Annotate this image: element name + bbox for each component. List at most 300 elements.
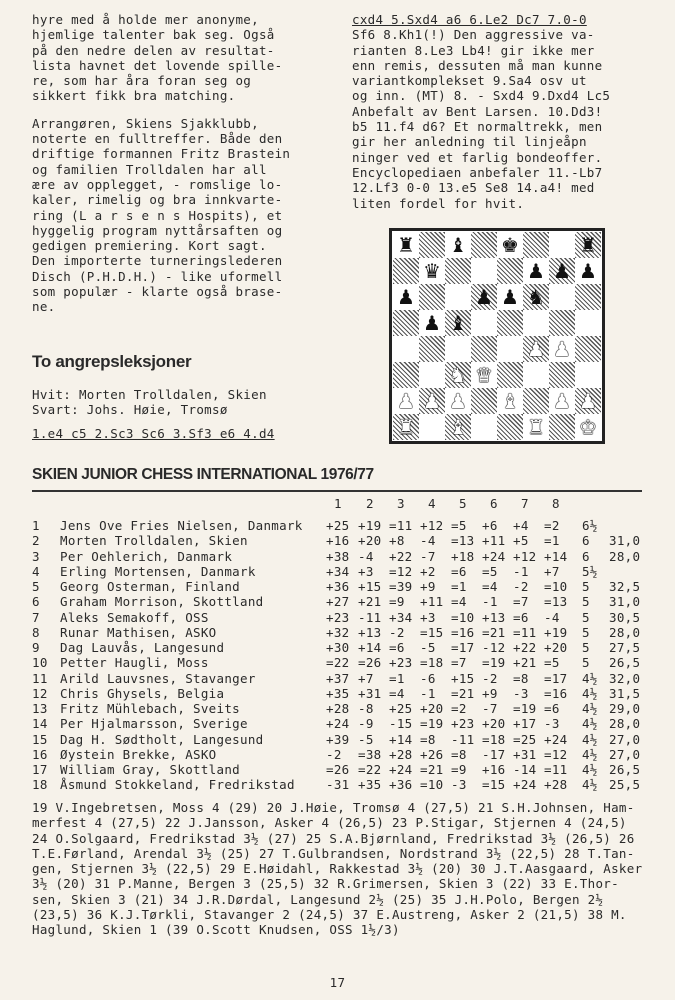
chess-diagram bbox=[389, 228, 605, 444]
article-line: sikkert fikk bra matching. bbox=[32, 88, 236, 104]
round-result-cell: +12 bbox=[513, 548, 537, 564]
article-line: re, som har åra foran seg og bbox=[32, 73, 252, 89]
round-result-cell: =4 bbox=[451, 594, 467, 610]
white-pawn-icon: ♟ bbox=[579, 389, 597, 413]
standings-line: 19 V.Ingebretsen, Moss 4 (29) 20 J.Høie, Tromsø 4 (27,5) 21 S.H.Johnsen, Ham- bbox=[32, 800, 635, 815]
board-square bbox=[419, 336, 445, 362]
article-line: hyre med å holde mer anonyme, bbox=[32, 12, 259, 27]
white-player: Hvit: Morten Trolldalen, Skien bbox=[32, 387, 267, 402]
points-cell: 5 bbox=[582, 609, 590, 625]
board-square bbox=[549, 310, 575, 336]
round-result-cell: -12 bbox=[482, 640, 506, 655]
standings-line: merfest 4 (27,5) 22 J.Jansson, Asker 4 (26,5) 23 P.Stigar, Stjernen 4 (24,5) bbox=[32, 815, 627, 831]
tiebreak-cell: 28,0 bbox=[609, 624, 641, 640]
round-result-cell: -3 bbox=[544, 716, 560, 732]
round-header: 3 bbox=[397, 496, 405, 511]
points-cell: 4½ bbox=[582, 670, 598, 686]
rank-cell: 10 bbox=[32, 655, 48, 671]
round-result-cell: +27 bbox=[326, 594, 350, 610]
opening-moves: 1.e4 c5 2.Sc3 Sc6 3.Sf3 e6 4.d4 bbox=[32, 426, 275, 441]
round-result-cell: +9 bbox=[482, 685, 498, 701]
points-cell: 5 bbox=[582, 655, 590, 671]
round-result-cell: =17 bbox=[451, 640, 475, 655]
round-result-cell: =25 bbox=[513, 731, 537, 747]
tiebreak-cell: 29,0 bbox=[609, 701, 641, 716]
round-result-cell: +32 bbox=[326, 624, 350, 640]
white-pawn-icon: ♟ bbox=[397, 389, 415, 413]
rank-cell: 15 bbox=[32, 731, 48, 747]
board-square bbox=[471, 310, 497, 336]
round-result-cell: -4 bbox=[420, 533, 436, 549]
round-result-cell: +3 bbox=[420, 609, 436, 625]
rank-cell: 8 bbox=[32, 624, 40, 640]
board-square bbox=[497, 310, 523, 336]
board-square bbox=[393, 362, 419, 388]
board-square bbox=[549, 362, 575, 388]
round-result-cell: =11 bbox=[389, 518, 413, 533]
round-result-cell: -2 bbox=[326, 746, 342, 762]
article-line: Den importerte turneringslederen bbox=[32, 253, 283, 269]
tournament-title: SKIEN JUNIOR CHESS INTERNATIONAL 1976/77 bbox=[32, 466, 374, 483]
round-result-cell: =16 bbox=[451, 624, 475, 640]
tiebreak-cell: 30,5 bbox=[609, 609, 641, 625]
round-result-cell: +24 bbox=[389, 762, 413, 777]
article-line: kaler, rimelig og bra innkvarte- bbox=[32, 192, 283, 208]
board-square bbox=[575, 336, 601, 362]
round-result-cell: +34 bbox=[326, 563, 350, 579]
player-name-cell: Dag H. Sødtholt, Langesund bbox=[60, 731, 264, 747]
round-result-cell: =10 bbox=[420, 777, 444, 793]
tiebreak-cell: 31,0 bbox=[609, 533, 641, 549]
tiebreak-cell: 26,5 bbox=[609, 762, 641, 777]
points-cell: 4½ bbox=[582, 685, 598, 701]
article-line: og familien Trolldalen har all bbox=[32, 161, 267, 177]
round-result-cell: =39 bbox=[389, 579, 413, 594]
rank-cell: 6 bbox=[32, 594, 40, 610]
round-result-cell: -2 bbox=[513, 579, 529, 594]
round-result-cell: =2 bbox=[544, 518, 560, 533]
board-square bbox=[471, 388, 497, 414]
round-result-cell: =21 bbox=[451, 685, 475, 701]
black-rook-icon: ♜ bbox=[579, 233, 597, 257]
rank-cell: 16 bbox=[32, 746, 48, 762]
annotation-line: enn remis, dessuten må man kunne bbox=[352, 57, 603, 73]
black-knight-icon: ♞ bbox=[527, 285, 545, 309]
round-result-cell: +14 bbox=[389, 731, 413, 747]
black-pawn-icon: ♟ bbox=[579, 259, 597, 283]
round-result-cell: =12 bbox=[389, 563, 413, 579]
round-header: 5 bbox=[459, 496, 467, 511]
article-line: driftige formannen Fritz Brastein bbox=[32, 146, 291, 162]
white-pawn-icon: ♟ bbox=[423, 389, 441, 413]
round-result-cell: +14 bbox=[544, 548, 568, 564]
round-result-cell: -11 bbox=[358, 609, 382, 625]
round-result-cell: -14 bbox=[513, 762, 537, 777]
round-result-cell: =7 bbox=[451, 655, 467, 671]
annotation-line: Anbefalt av Bent Larsen. 10.Dd3! bbox=[352, 103, 603, 119]
white-knight-icon: ♞ bbox=[449, 363, 467, 387]
round-result-cell: +24 bbox=[326, 716, 350, 732]
points-cell: 4½ bbox=[582, 731, 598, 747]
round-result-cell: =5 bbox=[482, 563, 498, 579]
round-result-cell: =17 bbox=[544, 670, 568, 686]
article-line: lista havnet det lovende spille- bbox=[32, 57, 283, 73]
round-result-cell: +35 bbox=[358, 777, 382, 793]
round-result-cell: -15 bbox=[389, 716, 413, 732]
player-name-cell: Per Hjalmarsson, Sverige bbox=[60, 716, 248, 732]
player-name-cell: Per Oehlerich, Danmark bbox=[60, 548, 233, 564]
black-pawn-icon: ♟ bbox=[501, 285, 519, 309]
annotation-line: cxd4 5.Sxd4 a6 6.Le2 Dc7 7.0-0 bbox=[352, 12, 587, 27]
round-result-cell: -1 bbox=[420, 685, 436, 701]
round-result-cell: +20 bbox=[482, 716, 506, 732]
board-square bbox=[497, 336, 523, 362]
round-header: 6 bbox=[490, 496, 498, 511]
board-square bbox=[523, 362, 549, 388]
rank-cell: 4 bbox=[32, 563, 40, 579]
board-square bbox=[393, 336, 419, 362]
player-name-cell: Aleks Semakoff, OSS bbox=[60, 609, 209, 625]
round-result-cell: +19 bbox=[358, 518, 382, 533]
round-result-cell: +11 bbox=[420, 594, 444, 610]
article-paragraph-2 bbox=[32, 116, 344, 315]
round-result-cell: -7 bbox=[482, 701, 498, 716]
annotation-line: rianten 8.Le3 Lb4! gir ikke mer bbox=[352, 42, 595, 58]
board-square bbox=[419, 414, 445, 440]
round-result-cell: =8 bbox=[451, 746, 467, 762]
page-number: 17 bbox=[329, 975, 346, 990]
round-result-cell: +24 bbox=[482, 548, 506, 564]
round-result-cell: =5 bbox=[451, 518, 467, 533]
annotation-line: Encyclopediaen anbefaler 11.-Lb7 bbox=[352, 164, 603, 180]
round-result-cell: +25 bbox=[389, 701, 413, 716]
round-result-cell: =5 bbox=[544, 655, 560, 671]
rank-cell: 3 bbox=[32, 548, 40, 564]
title-rule bbox=[32, 490, 642, 492]
round-result-cell: +8 bbox=[389, 533, 405, 549]
player-name-cell: Øystein Brekke, ASKO bbox=[60, 746, 217, 762]
round-result-cell: -4 bbox=[544, 609, 560, 625]
black-player: Svart: Johs. Høie, Tromsø bbox=[32, 402, 228, 418]
points-cell: 6½ bbox=[582, 518, 598, 533]
player-name-cell: Graham Morrison, Skottland bbox=[60, 594, 264, 610]
board-square bbox=[471, 232, 497, 258]
round-result-cell: +37 bbox=[326, 670, 350, 686]
round-result-cell: +38 bbox=[326, 548, 350, 564]
article-line: gedigen premiering. Kort sagt. bbox=[32, 238, 267, 254]
round-result-cell: +14 bbox=[358, 640, 382, 655]
round-result-cell: =16 bbox=[544, 685, 568, 701]
white-bishop-icon: ♝ bbox=[449, 415, 467, 439]
article-line: noterte en fulltreffer. Både den bbox=[32, 131, 283, 147]
black-pawn-icon: ♟ bbox=[475, 285, 493, 309]
round-result-cell: -5 bbox=[420, 640, 436, 655]
round-result-cell: -1 bbox=[513, 563, 529, 579]
round-result-cell: =6 bbox=[451, 563, 467, 579]
round-result-cell: +12 bbox=[420, 518, 444, 533]
tiebreak-cell: 25,5 bbox=[609, 777, 641, 793]
round-result-cell: +5 bbox=[513, 533, 529, 549]
round-result-cell: +19 bbox=[544, 624, 568, 640]
board-square bbox=[419, 362, 445, 388]
round-result-cell: =6 bbox=[544, 701, 560, 716]
round-result-cell: +31 bbox=[358, 685, 382, 701]
round-result-cell: +13 bbox=[358, 624, 382, 640]
rank-cell: 18 bbox=[32, 777, 48, 793]
rank-cell: 12 bbox=[32, 685, 48, 701]
round-result-cell: =15 bbox=[420, 624, 444, 640]
round-result-cell: +20 bbox=[358, 533, 382, 549]
round-result-cell: +34 bbox=[389, 609, 413, 625]
article-line: som populær - klarte også brase- bbox=[32, 284, 283, 300]
round-result-cell: +36 bbox=[326, 579, 350, 594]
standings-line: 24 O.Solgaard, Fredrikstad 3½ (27) 25 S.A.Bjørnland, Fredrikstad 3½ (26,5) 26 bbox=[32, 830, 635, 846]
round-result-cell: +26 bbox=[420, 746, 444, 762]
round-result-cell: +7 bbox=[544, 563, 560, 579]
tiebreak-cell: 31,5 bbox=[609, 685, 641, 701]
round-result-cell: +4 bbox=[513, 518, 529, 533]
player-name-cell: Arild Lauvsnes, Stavanger bbox=[60, 670, 256, 686]
round-result-cell: +28 bbox=[544, 777, 568, 793]
article-line: hjemlige talenter bak seg. Også bbox=[32, 27, 275, 43]
player-name-cell: Petter Haugli, Moss bbox=[60, 655, 209, 671]
round-result-cell: +13 bbox=[482, 609, 506, 625]
white-bishop-icon: ♝ bbox=[501, 389, 519, 413]
round-result-cell: +15 bbox=[451, 670, 475, 686]
board-square bbox=[549, 284, 575, 310]
round-result-cell: =9 bbox=[389, 594, 405, 610]
round-result-cell: =1 bbox=[389, 670, 405, 686]
round-result-cell: +30 bbox=[326, 640, 350, 655]
board-square bbox=[497, 258, 523, 284]
round-result-cell: =11 bbox=[513, 624, 537, 640]
board-square bbox=[575, 362, 601, 388]
points-cell: 4½ bbox=[582, 746, 598, 762]
rank-cell: 17 bbox=[32, 762, 48, 777]
game-annotation-column bbox=[352, 12, 652, 211]
white-pawn-icon: ♟ bbox=[449, 389, 467, 413]
tiebreak-cell: 27,5 bbox=[609, 640, 641, 655]
round-result-cell: +16 bbox=[482, 762, 506, 777]
standings-line: gen, Stjernen 3½ (22,5) 29 E.Høidahl, Rakkestad 3½ (20) 30 J.T.Aasgaard, Asker bbox=[32, 861, 643, 877]
round-result-cell: +20 bbox=[420, 701, 444, 716]
board-square bbox=[575, 284, 601, 310]
rank-cell: 5 bbox=[32, 579, 40, 594]
round-result-cell: +7 bbox=[358, 670, 374, 686]
round-result-cell: =15 bbox=[482, 777, 506, 793]
round-result-cell: -2 bbox=[482, 670, 498, 686]
board-square bbox=[523, 232, 549, 258]
player-name-cell: Jens Ove Fries Nielsen, Danmark bbox=[60, 518, 303, 533]
board-square bbox=[419, 284, 445, 310]
player-name-cell: Morten Trolldalen, Skien bbox=[60, 533, 248, 549]
white-pawn-icon: ♟ bbox=[527, 337, 545, 361]
rank-cell: 13 bbox=[32, 701, 48, 716]
tiebreak-cell: 32,0 bbox=[609, 670, 641, 686]
round-result-cell: +25 bbox=[326, 518, 350, 533]
tiebreak-cell: 32,5 bbox=[609, 579, 641, 594]
standings-line: T.E.Førland, Arendal 3½ (25) 27 T.Gulbrandsen, Nordstrand 3½ (22,5) 28 T.Tan- bbox=[32, 845, 635, 861]
round-result-cell: +3 bbox=[358, 563, 374, 579]
round-result-cell: +23 bbox=[326, 609, 350, 625]
black-pawn-icon: ♟ bbox=[397, 285, 415, 309]
tiebreak-cell: 28,0 bbox=[609, 716, 641, 732]
round-result-cell: -9 bbox=[358, 716, 374, 732]
round-result-cell: +22 bbox=[513, 640, 537, 655]
black-pawn-icon: ♟ bbox=[527, 259, 545, 283]
round-result-cell: +28 bbox=[389, 746, 413, 762]
round-result-cell: =12 bbox=[544, 746, 568, 762]
points-cell: 4½ bbox=[582, 777, 598, 793]
board-square bbox=[497, 414, 523, 440]
annotation-line: ninger ved et farlig bondeoffer. bbox=[352, 149, 603, 165]
standings-line: 3½ (20) 31 P.Manne, Bergen 3 (25,5) 32 R.Grimersen, Skien 3 (22) 33 E.Thor- bbox=[32, 876, 619, 892]
round-result-cell: -17 bbox=[482, 746, 506, 762]
board-square bbox=[523, 310, 549, 336]
round-result-cell: =10 bbox=[451, 609, 475, 625]
annotation-line: variantkomplekset 9.Sa4 osv ut bbox=[352, 73, 587, 89]
white-queen-icon: ♛ bbox=[475, 363, 493, 387]
points-cell: 4½ bbox=[582, 716, 598, 732]
remaining-standings bbox=[32, 800, 644, 938]
article-line: ne. bbox=[32, 299, 56, 315]
round-result-cell: +21 bbox=[358, 594, 382, 610]
round-result-cell: =8 bbox=[513, 670, 529, 686]
board-square bbox=[549, 232, 575, 258]
player-name-cell: Georg Osterman, Finland bbox=[60, 579, 240, 594]
annotation-line: 12.Lf3 0-0 13.e5 Se8 14.a4! med bbox=[352, 180, 595, 196]
round-result-cell: =7 bbox=[513, 594, 529, 610]
round-result-cell: =21 bbox=[420, 762, 444, 777]
round-result-cell: =4 bbox=[389, 685, 405, 701]
round-result-cell: -11 bbox=[451, 731, 475, 747]
round-result-cell: =19 bbox=[420, 716, 444, 732]
round-result-cell: +23 bbox=[451, 716, 475, 732]
player-name-cell: Fritz Mühlebach, Sveits bbox=[60, 701, 240, 716]
white-pawn-icon: ♟ bbox=[553, 337, 571, 361]
game-heading: To angrepsleksjoner bbox=[32, 352, 192, 371]
board-square bbox=[523, 388, 549, 414]
rank-cell: 14 bbox=[32, 716, 48, 732]
round-header: 2 bbox=[366, 496, 374, 511]
points-cell: 6 bbox=[582, 533, 590, 549]
round-result-cell: +11 bbox=[482, 533, 506, 549]
points-cell: 5½ bbox=[582, 563, 598, 579]
round-result-cell: +17 bbox=[513, 716, 537, 732]
round-header: 4 bbox=[428, 496, 436, 511]
round-result-cell: =13 bbox=[544, 594, 568, 610]
round-result-cell: +16 bbox=[326, 533, 350, 549]
board-square bbox=[393, 310, 419, 336]
round-result-cell: +36 bbox=[389, 777, 413, 793]
annotation-line: liten fordel for hvit. bbox=[352, 195, 525, 211]
standings-line: (23,5) 36 K.J.Tørkli, Stavanger 2 (24,5) 37 E.Austreng, Asker 2 (21,5) 38 M. bbox=[32, 907, 627, 923]
round-result-cell: =1 bbox=[451, 579, 467, 594]
article-line: hyggelig program nyttårsaften og bbox=[32, 222, 283, 238]
round-result-cell: +18 bbox=[451, 548, 475, 564]
board-square bbox=[497, 362, 523, 388]
article-left-column bbox=[32, 12, 344, 327]
round-header: 1 bbox=[334, 496, 342, 511]
round-result-cell: -6 bbox=[420, 670, 436, 686]
article-line: Arrangøren, Skiens Sjakklubb, bbox=[32, 115, 259, 131]
points-cell: 5 bbox=[582, 640, 590, 655]
board-square bbox=[549, 414, 575, 440]
round-header: 7 bbox=[521, 496, 529, 511]
player-name-cell: Dag Lauvås, Langesund bbox=[60, 640, 225, 655]
round-result-cell: =18 bbox=[482, 731, 506, 747]
round-result-cell: +15 bbox=[358, 579, 382, 594]
round-result-cell: =19 bbox=[482, 655, 506, 671]
article-paragraph-1 bbox=[32, 12, 344, 104]
board-square bbox=[575, 310, 601, 336]
tiebreak-cell: 27,0 bbox=[609, 746, 641, 762]
round-result-cell: =22 bbox=[326, 655, 350, 671]
round-result-cell: +23 bbox=[389, 655, 413, 671]
points-cell: 5 bbox=[582, 624, 590, 640]
round-result-cell: +24 bbox=[513, 777, 537, 793]
black-pawn-icon: ♟ bbox=[553, 259, 571, 283]
points-cell: 4½ bbox=[582, 701, 598, 716]
black-pawn-icon: ♟ bbox=[423, 311, 441, 335]
round-result-cell: +21 bbox=[513, 655, 537, 671]
round-result-cell: =13 bbox=[451, 533, 475, 549]
round-result-cell: =22 bbox=[358, 762, 382, 777]
article-line: Disch (P.H.D.H.) - like uformell bbox=[32, 268, 283, 284]
round-result-cell: +35 bbox=[326, 685, 350, 701]
black-bishop-icon: ♝ bbox=[449, 233, 467, 257]
article-line: ære av opplegget, - romslige lo- bbox=[32, 176, 283, 192]
board-square bbox=[445, 258, 471, 284]
black-queen-icon: ♛ bbox=[423, 259, 441, 283]
round-result-cell: +24 bbox=[544, 731, 568, 747]
round-result-cell: +9 bbox=[420, 579, 436, 594]
white-rook-icon: ♜ bbox=[527, 415, 545, 439]
round-header: 8 bbox=[552, 496, 560, 511]
player-name-cell: William Gray, Skottland bbox=[60, 762, 240, 777]
points-cell: 5 bbox=[582, 594, 590, 610]
white-rook-icon: ♜ bbox=[397, 415, 415, 439]
round-result-cell: +39 bbox=[326, 731, 350, 747]
players-block bbox=[32, 387, 267, 418]
round-result-cell: =10 bbox=[544, 579, 568, 594]
tiebreak-cell: 31,0 bbox=[609, 594, 641, 610]
round-result-cell: -5 bbox=[358, 731, 374, 747]
round-result-cell: =11 bbox=[544, 762, 568, 777]
round-result-cell: -1 bbox=[482, 594, 498, 610]
white-pawn-icon: ♟ bbox=[553, 389, 571, 413]
round-result-cell: +28 bbox=[326, 701, 350, 716]
round-result-cell: -4 bbox=[358, 548, 374, 564]
player-name-cell: Runar Mathisen, ASKO bbox=[60, 624, 217, 640]
round-result-cell: +20 bbox=[544, 640, 568, 655]
standings-line: sen, Skien 3 (21) 34 J.R.Dørdal, Langesund 2½ (25) 35 J.H.Polo, Bergen 2½ bbox=[32, 891, 604, 907]
rank-cell: 9 bbox=[32, 640, 40, 655]
annotation-line: b5 11.f4 d6? Et normaltrekk, men bbox=[352, 119, 603, 135]
player-name-cell: Chris Ghysels, Belgia bbox=[60, 685, 225, 701]
round-result-cell: =38 bbox=[358, 746, 382, 762]
round-result-cell: -2 bbox=[389, 624, 405, 640]
board-square bbox=[445, 284, 471, 310]
round-result-cell: =1 bbox=[544, 533, 560, 549]
round-result-cell: =21 bbox=[482, 624, 506, 640]
round-result-cell: -3 bbox=[451, 777, 467, 793]
annotation-line: gir her anledning til linjeåpn bbox=[352, 134, 587, 150]
points-cell: 5 bbox=[582, 579, 590, 594]
round-result-cell: =4 bbox=[482, 579, 498, 594]
points-cell: 4½ bbox=[582, 762, 598, 777]
round-result-cell: -8 bbox=[358, 701, 374, 716]
